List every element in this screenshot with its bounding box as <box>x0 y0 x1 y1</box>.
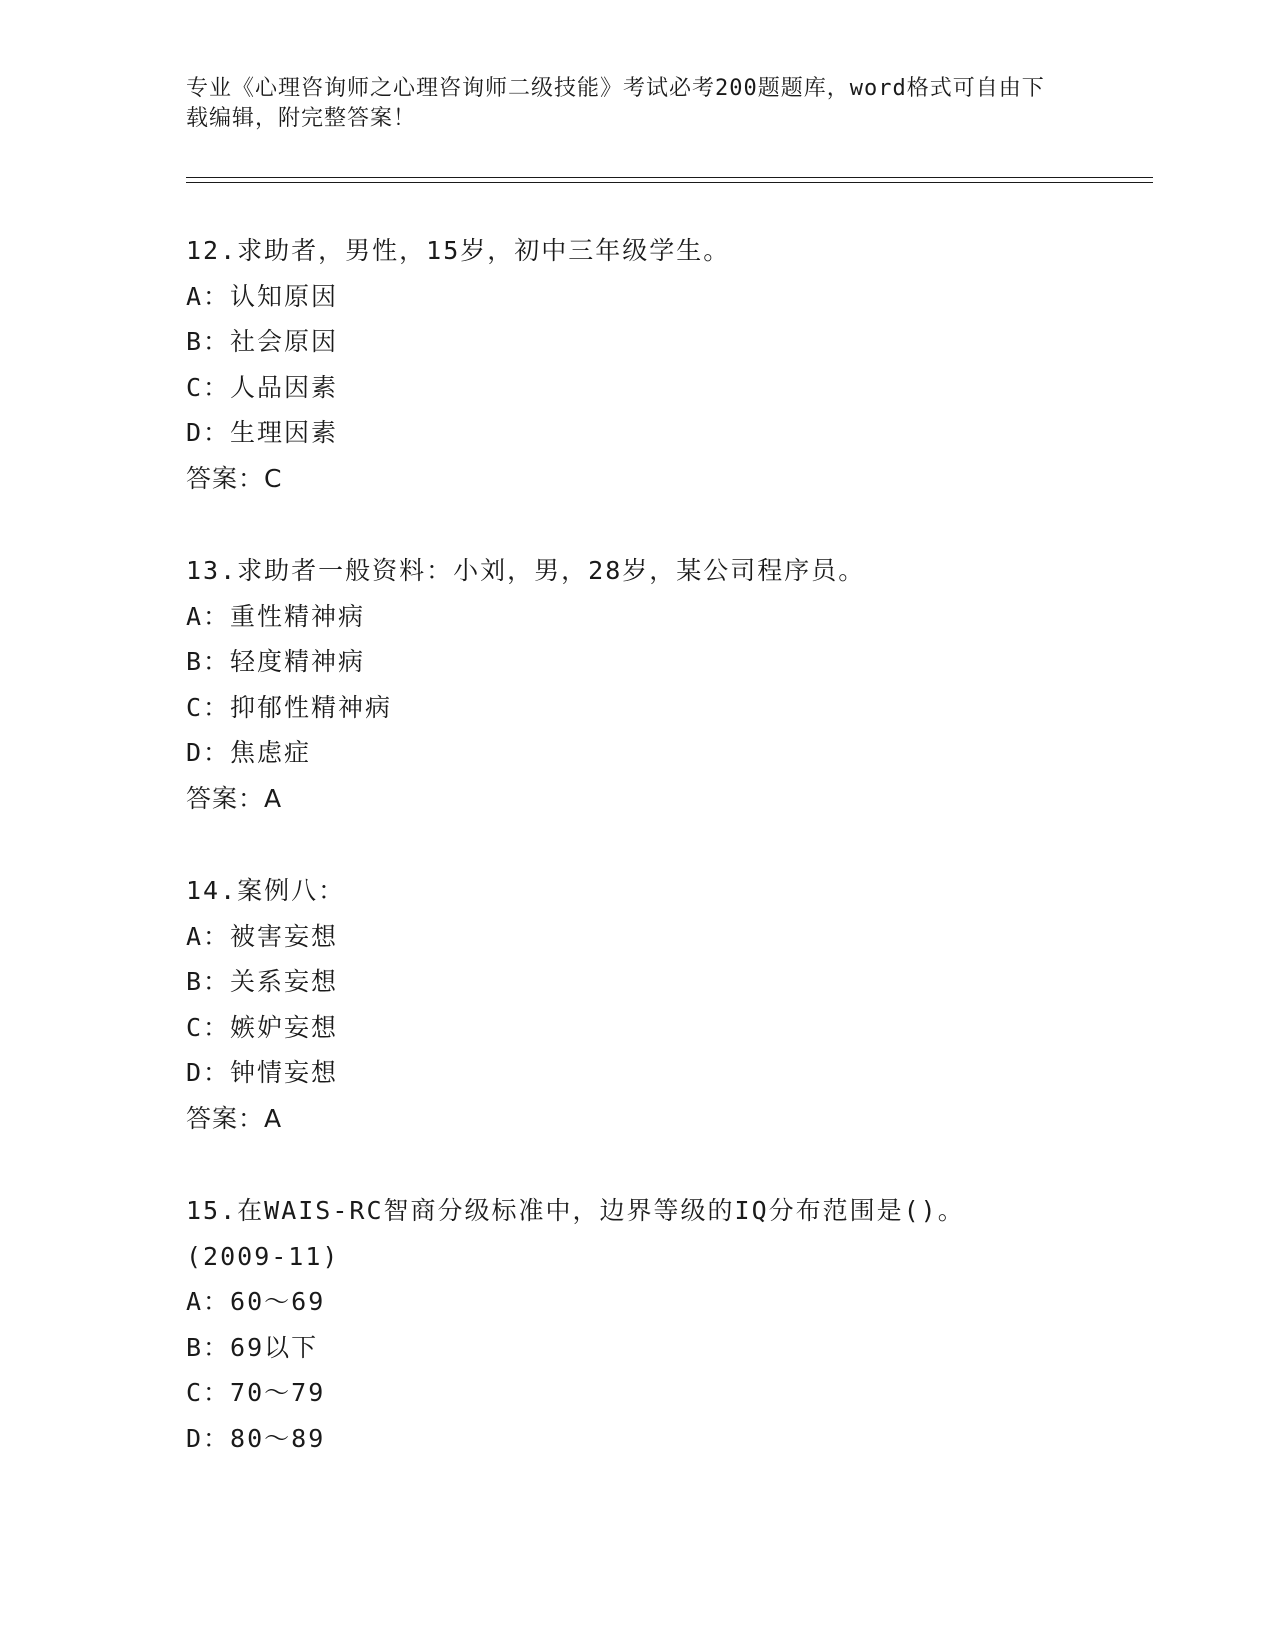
option-c: C：嫉妒妄想 <box>186 1012 339 1042</box>
option-d: D：生理因素 <box>186 418 339 447</box>
option-b: B：轻度精神病 <box>186 647 366 676</box>
answer: 答案：C <box>186 463 283 493</box>
question-14 <box>186 868 345 1141</box>
option-b: B：69以下 <box>186 1332 319 1362</box>
answer: 答案：A <box>186 1103 283 1133</box>
option-d: D：钟情妄想 <box>186 1058 339 1087</box>
option-d: D：焦虑症 <box>186 738 312 767</box>
option-c: C：人品因素 <box>186 372 339 402</box>
question-stem: 12.求助者，男性，15岁，初中三年级学生。 <box>186 236 731 265</box>
option-b: B：社会原因 <box>186 327 339 356</box>
question-12 <box>186 228 730 501</box>
document-header: 专业《心理咨询师之心理咨询师二级技能》考试必考200题题库，word格式可自由下载编辑，附完整答案！ <box>186 76 1045 131</box>
question-stem: 15.在WAIS-RC智商分级标准中，边界等级的IQ分布范围是()。 <box>186 1196 965 1225</box>
option-a: A：认知原因 <box>186 281 339 311</box>
option-c: C：抑郁性精神病 <box>186 692 393 722</box>
option-d: D：80～89 <box>186 1423 326 1453</box>
header-rule-bottom <box>186 182 1153 183</box>
answer: 答案：A <box>186 783 283 813</box>
option-a: A：被害妄想 <box>186 921 339 951</box>
question-stem: 14.案例八： <box>186 876 346 905</box>
option-a: A：60～69 <box>186 1287 326 1316</box>
question-stem-continued: (2009-11) <box>186 1241 340 1271</box>
option-a: A：重性精神病 <box>186 601 366 631</box>
question-13 <box>186 548 865 821</box>
option-b: B：关系妄想 <box>186 967 339 996</box>
option-c: C：70～79 <box>186 1378 326 1407</box>
question-stem: 13.求助者一般资料：小刘，男，28岁，某公司程序员。 <box>186 556 866 585</box>
header-rule-top <box>186 177 1153 178</box>
question-15 <box>186 1188 965 1461</box>
